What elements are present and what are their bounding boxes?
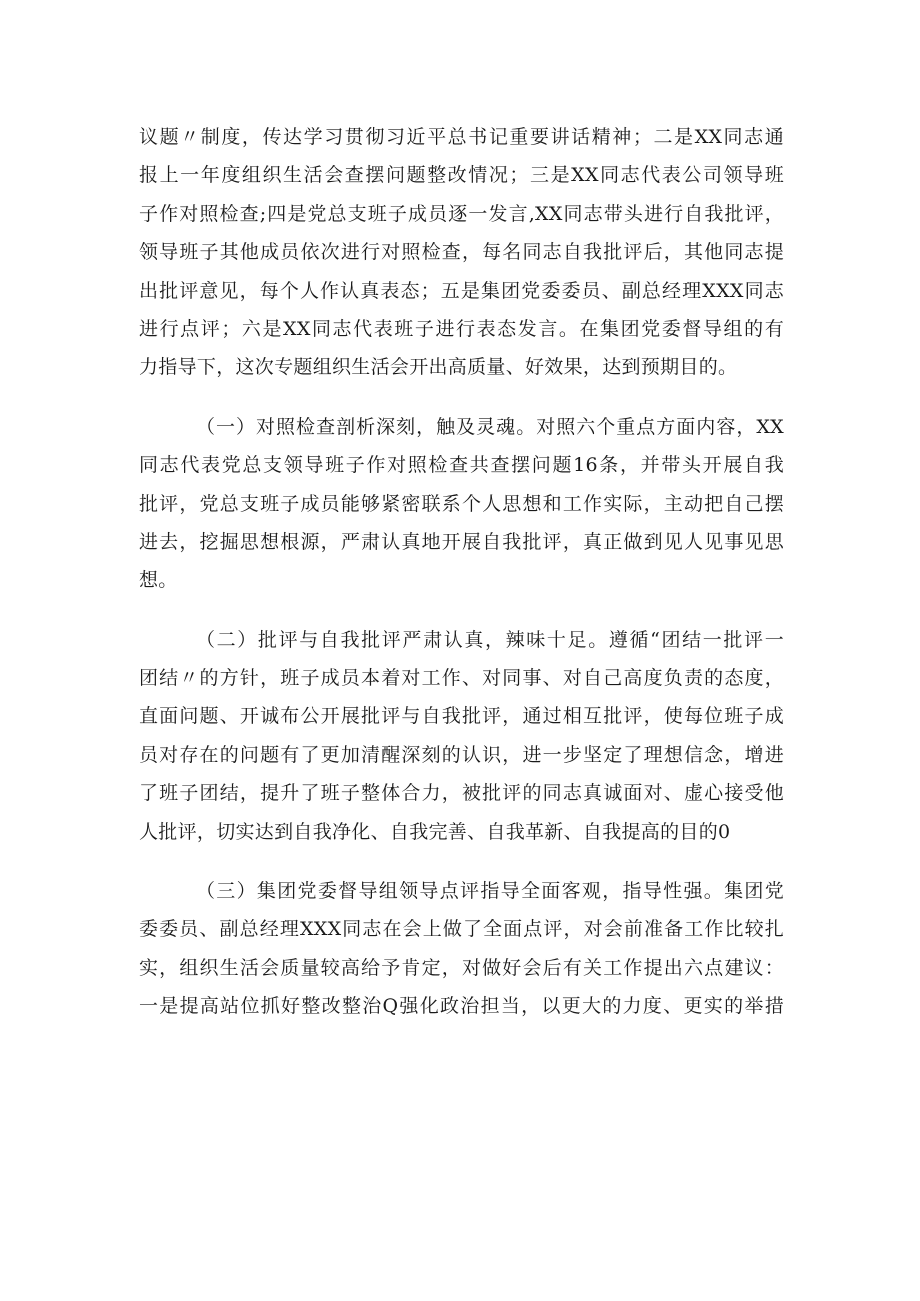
text-line: 领导班子其他成员依次进行对照检查，每名同志自我批评后，其他同志提 bbox=[139, 241, 784, 264]
text-line: （一）对照检查剖析深刻，触及灵魂。对照六个重点方面内容，XX bbox=[196, 415, 784, 438]
text-line: 力指导下，这次专题组织生活会开出高质量、好效果，达到预期目的。 bbox=[139, 356, 738, 379]
paragraph bbox=[139, 408, 784, 600]
text-line: 直面问题、开诚布公开展批评与自我批评，通过相互批评，使每位班子成 bbox=[139, 705, 784, 728]
text-line: 了班子团结，提升了班子整体合力，被批评的同志真诚面对、虚心接受他 bbox=[139, 782, 784, 805]
text-line: 实，组织生活会质量较高给予肯定，对做好会后有关工作提出六点建议： bbox=[139, 956, 784, 979]
text-line: 人批评，切实达到自我净化、自我完善、自我革新、自我提高的目的0 bbox=[139, 820, 731, 843]
text-line: （二）批评与自我批评严肃认真，辣味十足。遵循“团结一批评一 bbox=[196, 628, 784, 651]
paragraph bbox=[139, 872, 784, 1026]
text-line: 进去，挖掘思想根源，严肃认真地开展自我批评，真正做到见人见事见思 bbox=[139, 530, 784, 553]
text-line: 想。 bbox=[139, 569, 178, 592]
text-line: 进行点评；六是XX同志代表班子进行表态发言。在集团党委督导组的有 bbox=[139, 317, 784, 340]
document-body bbox=[139, 118, 784, 1026]
text-line: 子作对照检查;四是党总支班子成员逐一发言,XX同志带头进行自我批评， bbox=[139, 202, 784, 225]
text-line: 出批评意见，每个人作认真表态；五是集团党委委员、副总经理XXX同志 bbox=[139, 279, 784, 302]
text-line: 批评，党总支班子成员能够紧密联系个人思想和工作实际，主动把自己摆 bbox=[139, 492, 784, 515]
text-line: （三）集团党委督导组领导点评指导全面客观，指导性强。集团党 bbox=[196, 880, 784, 903]
text-line: 同志代表党总支领导班子作对照检查共查摆问题16条，并带头开展自我 bbox=[139, 454, 784, 477]
text-line: 议题〃制度，传达学习贯彻习近平总书记重要讲话精神；二是XX同志通 bbox=[139, 126, 784, 148]
text-line: 员对存在的问题有了更加清醒深刻的认识，进一步坚定了理想信念，增进 bbox=[139, 743, 784, 766]
paragraph bbox=[139, 621, 784, 851]
text-line: 委委员、副总经理XXX同志在会上做了全面点评，对会前准备工作比较扎 bbox=[139, 918, 784, 941]
paragraph bbox=[139, 118, 784, 387]
text-line: 一是提高站位抓好整改整治Q强化政治担当，以更大的力度、更实的举措 bbox=[139, 995, 784, 1018]
text-line: 团结〃的方针，班子成员本着对工作、对同事、对自己高度负责的态度， bbox=[139, 667, 784, 690]
text-line: 报上一年度组织生活会查摆问题整改情况；三是XX同志代表公司领导班 bbox=[139, 164, 784, 187]
